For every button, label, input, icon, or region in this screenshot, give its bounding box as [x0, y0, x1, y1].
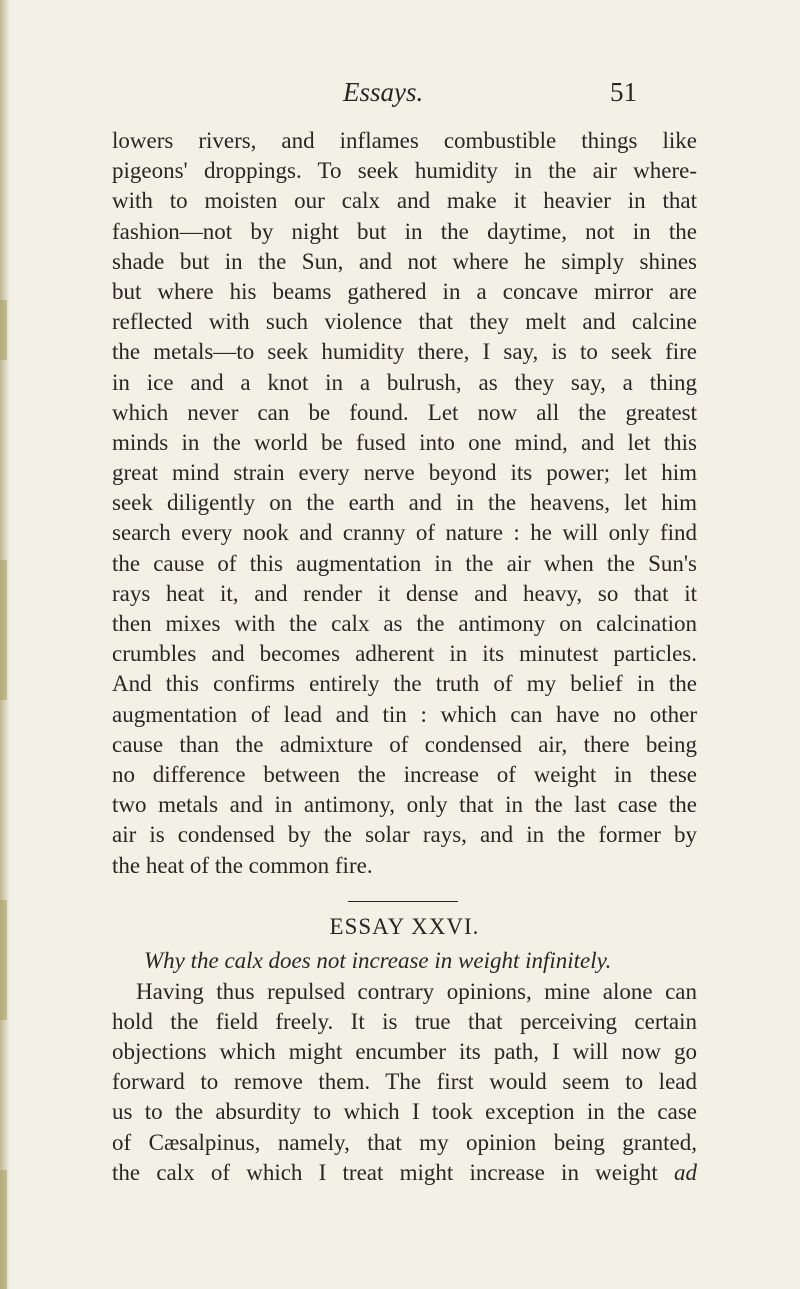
text-line: reflected with such violence that they melt and calcine [112, 309, 697, 335]
text-line: lowers rivers, and inflames combustible things like [112, 128, 697, 153]
text-line: seek diligently on the earth and in the heavens, let him [112, 490, 697, 516]
page-header [0, 74, 800, 114]
text-line: rays heat it, and render it dense and heavy, so that it [112, 580, 697, 606]
text-line: in ice and a knot in a bulrush, as they say, a thing [112, 369, 697, 395]
text-line: the cause of this augmentation in the air when the Sun's [112, 550, 697, 576]
text-line: forward to remove them. The first would seem to lead [112, 1069, 697, 1095]
horizontal-rule [348, 901, 458, 902]
text-line: which never can be found. Let now all the greatest [112, 399, 697, 425]
line-text: the calx of which I treat might increase in weight [112, 1159, 658, 1185]
running-title: Essays. [343, 77, 424, 107]
text-line: pigeons' droppings. To seek humidity in the air where- [112, 158, 697, 184]
essay-subtitle: Why the calx does not increase in weight infinitely. [144, 947, 612, 973]
section-divider [112, 881, 697, 911]
text-line: shade but in the Sun, and not where he simply shines [112, 248, 697, 274]
paragraph-continued [112, 126, 697, 881]
text-line: with to moisten our calx and make it heavier in that [112, 188, 697, 214]
edge-stain [0, 1170, 7, 1289]
text-line: hold the field freely. It is true that perceiving certain [112, 1008, 697, 1034]
text-line: great mind strain every nerve beyond its power; let him [112, 460, 697, 486]
text-line: of Cæsalpinus, namely, that my opinion being granted, [112, 1129, 697, 1155]
text-line: objections which might encumber its path, I will now go [112, 1039, 697, 1065]
text-line: cause than the admixture of condensed air, there being [112, 731, 697, 757]
text-line-last [112, 1158, 697, 1188]
text-line: then mixes with the calx as the antimony on calcination [112, 611, 697, 636]
text-line: no difference between the increase of weight in these [112, 761, 697, 787]
text-line: fashion—not by night but in the daytime, not in the [112, 218, 697, 244]
edge-stain [0, 900, 7, 1020]
page-number: 51 [610, 77, 637, 107]
text-line: the metals—to seek humidity there, I say, is to seek fire [112, 339, 697, 365]
text-line: augmentation of lead and tin : which can have no other [112, 701, 697, 727]
italic-word: ad [674, 1159, 697, 1185]
text-line: search every nook and cranny of nature : he will only find [112, 520, 697, 546]
essay-heading: ESSAY XXVI. [329, 913, 480, 939]
edge-stain [0, 560, 7, 700]
text-line: the heat of the common fire. [112, 852, 373, 878]
text-line: crumbles and becomes adherent in its minutest particles. [112, 641, 697, 667]
edge-stain [0, 300, 7, 360]
paragraph-new [112, 977, 697, 1188]
text-line: two metals and in antimony, only that in the last case the [112, 792, 697, 818]
page-body [112, 126, 697, 1188]
text-line: Having thus repulsed contrary opinions, mine alone can [136, 978, 697, 1004]
text-line: And this confirms entirely the truth of my belief in the [112, 671, 697, 697]
text-line: but where his beams gathered in a concave mirror are [112, 278, 697, 304]
page-left-edge [0, 0, 10, 1289]
text-line: minds in the world be fused into one mind, and let this [112, 429, 697, 455]
text-line: air is condensed by the solar rays, and in the former by [112, 822, 697, 848]
text-line: us to the absurdity to which I took exception in the case [112, 1099, 697, 1125]
